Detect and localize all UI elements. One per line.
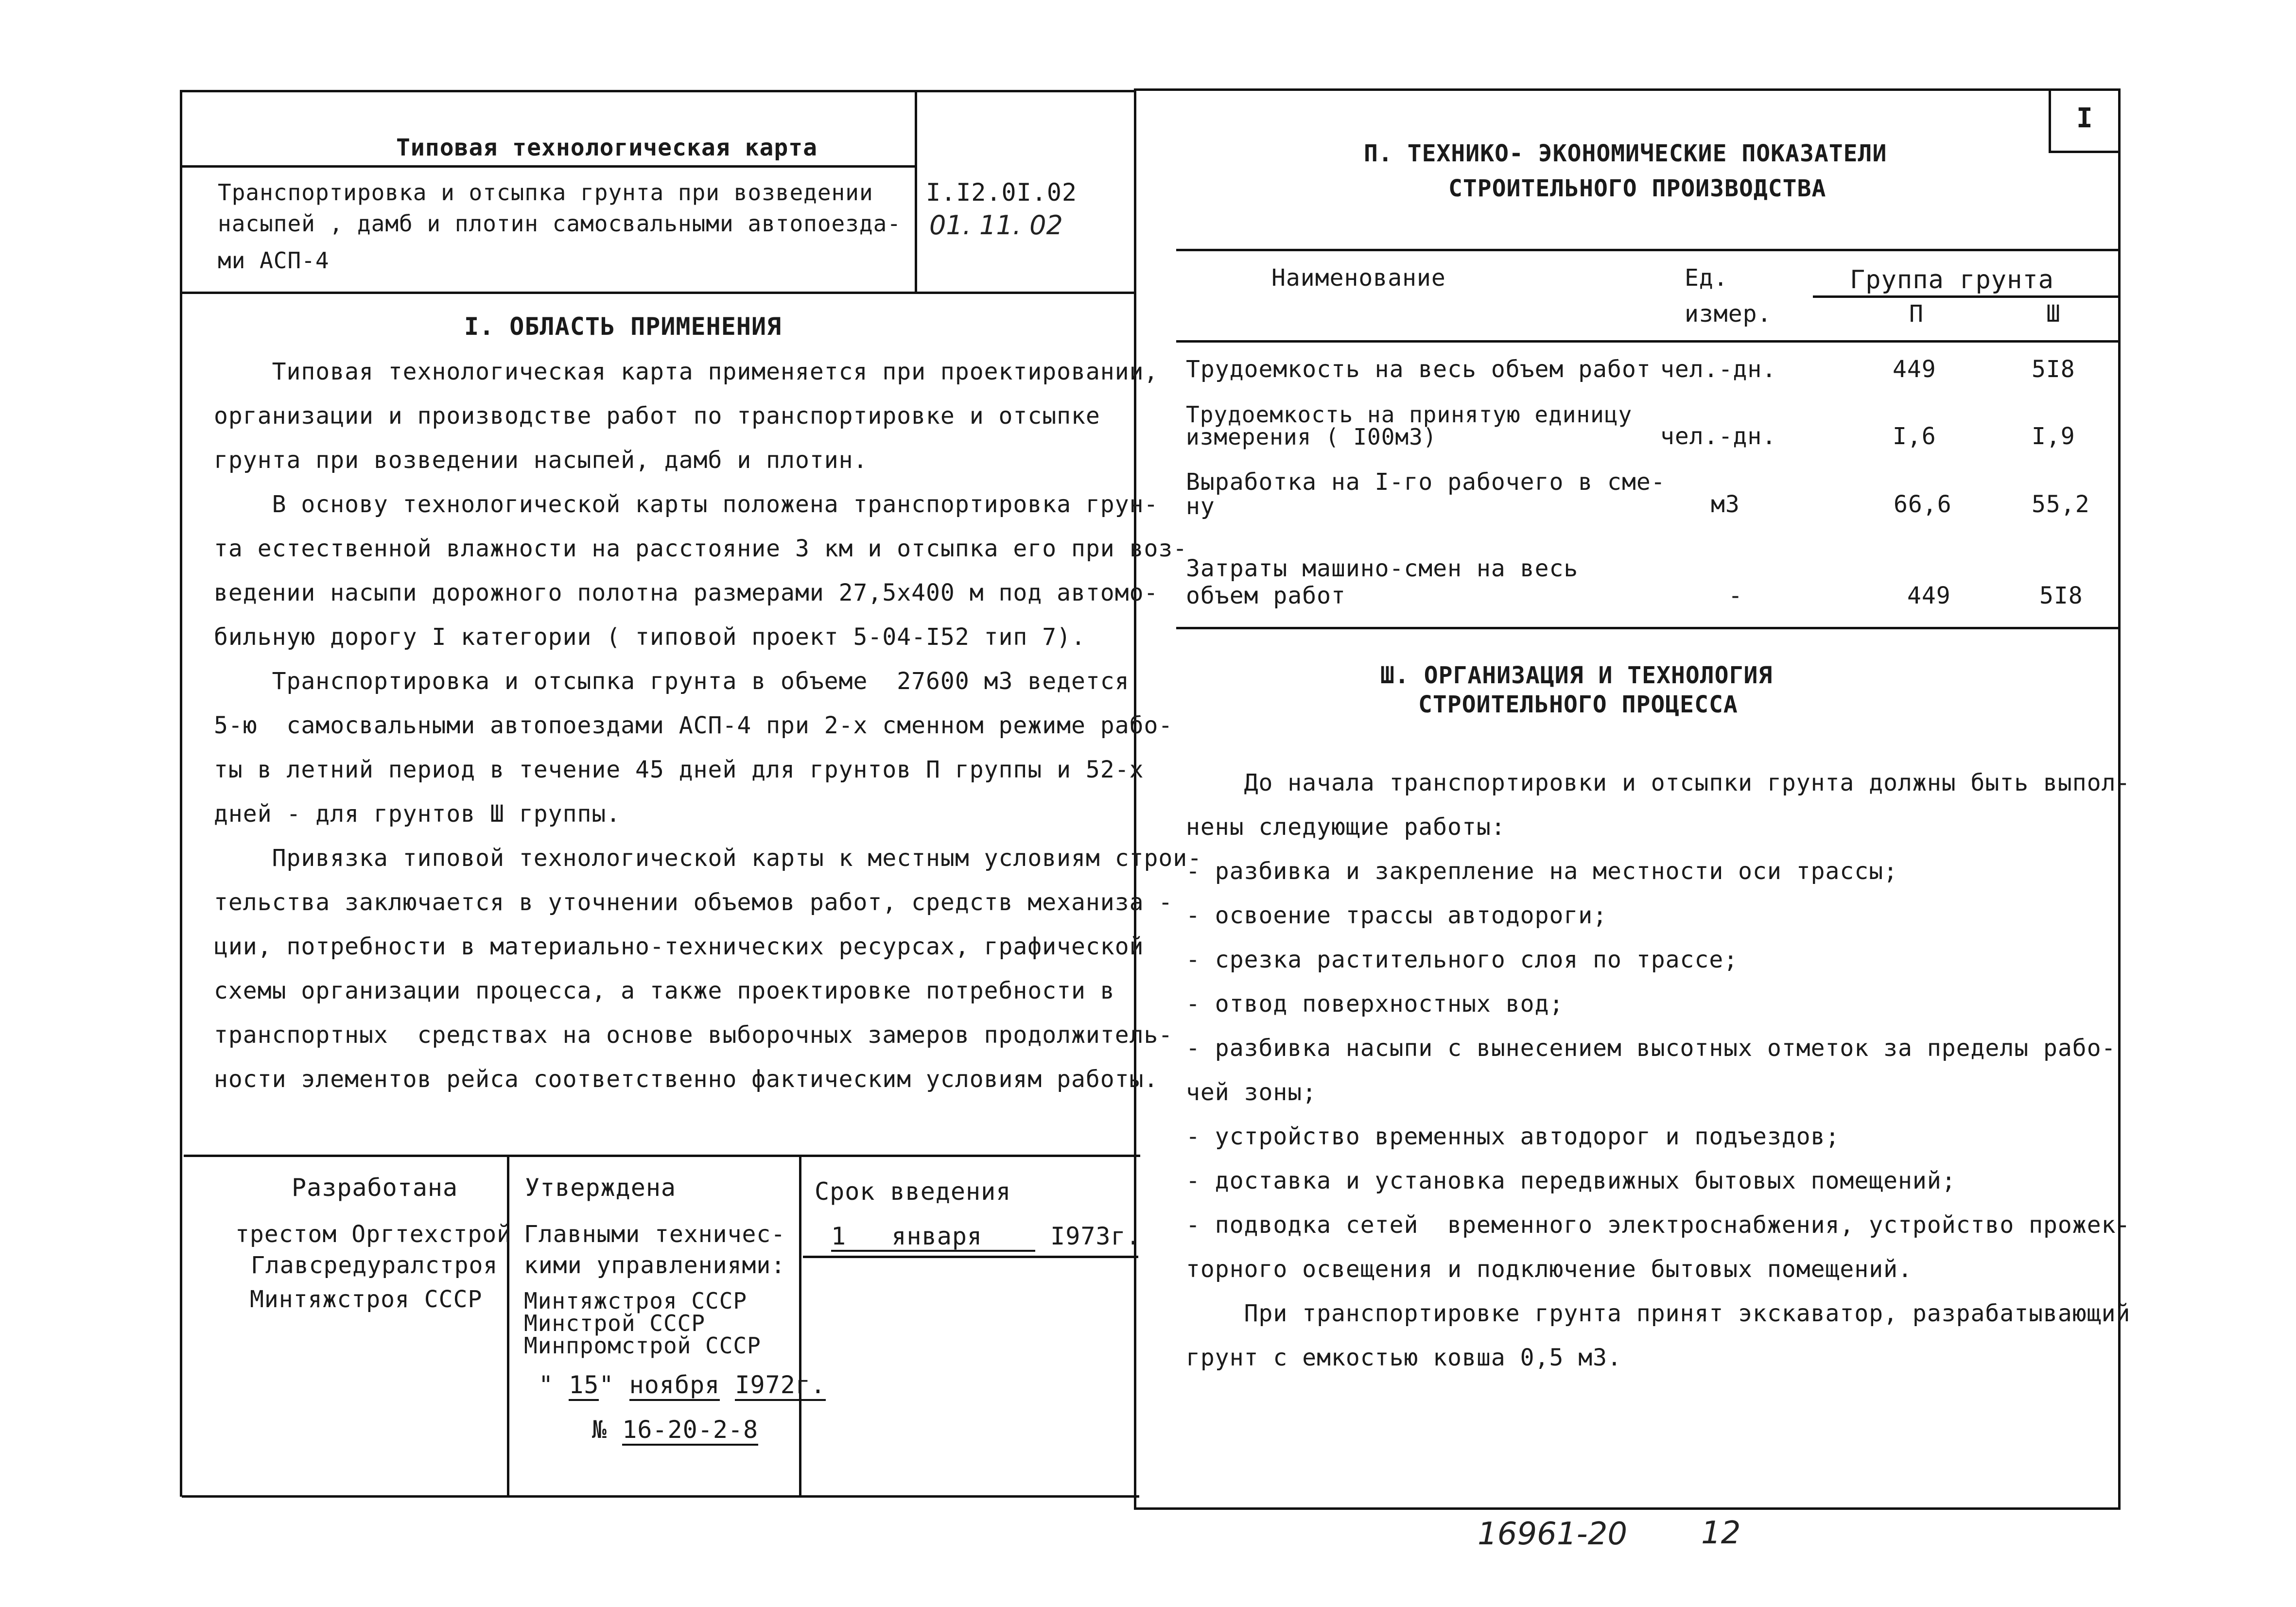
section1-line: организации и производстве работ по транспортировке и отсыпке — [214, 402, 1100, 430]
approved-number-sign: № — [592, 1416, 608, 1444]
footer-handwritten-sheet: 12 — [1701, 1515, 1741, 1551]
row-g2: 66,6 — [1894, 491, 1952, 518]
approved-date — [539, 1371, 826, 1399]
section1-line: транспортных средствах на основе выборочных замеров продолжитель- — [214, 1021, 1173, 1049]
section1-line: Типовая технологическая карта применяется при проектировании, — [214, 358, 1159, 385]
section3-line: чей зоны; — [1186, 1079, 1317, 1106]
developed-line: Главсредуралстроя — [251, 1252, 498, 1279]
row-unit: м3 — [1711, 491, 1740, 518]
section1-line: ты в летний период в течение 45 дней для грунтов П группы и 52-х — [214, 756, 1144, 783]
section1-line: В основу технологической карты положена транспортировка грун- — [214, 491, 1159, 518]
section3-line: - разбивка и закрепление на местности оси трассы; — [1186, 858, 1898, 885]
section2-heading-line2: СТРОИТЕЛЬНОГО ПРОИЗВОДСТВА — [1448, 175, 1826, 202]
developed-heading: Разработана — [292, 1174, 458, 1202]
row-name: Трудоемкость на принятую единицу — [1186, 401, 1633, 428]
row-name: измерения ( I00м3) — [1186, 424, 1437, 450]
section3-body — [1186, 761, 2130, 1380]
term-day: 1 — [831, 1222, 847, 1250]
approved-date-quote-open: " — [539, 1371, 554, 1399]
row-unit: чел.-дн. — [1660, 356, 1777, 383]
row-name: ну — [1186, 493, 1215, 520]
developed-line: Минтяжстроя СССР — [250, 1286, 483, 1313]
approved-month: ноября — [629, 1371, 720, 1401]
section1-line: Транспортировка и отсыпка грунта в объеме 27600 м3 ведется — [214, 668, 1130, 695]
approved-line: Главными техничес- — [524, 1221, 786, 1248]
section1-line: дней - для грунтов Ш группы. — [214, 800, 621, 828]
section3-line: - отвод поверхностных вод; — [1186, 990, 1564, 1018]
approved-date-quote-close: " — [599, 1371, 614, 1399]
section3-line: торного освещения и подключение бытовых помещений. — [1186, 1256, 1913, 1283]
approved-heading: Утверждена — [525, 1174, 677, 1202]
approved-line: Минтяжстроя СССР — [524, 1288, 748, 1314]
approved-day: 15 — [569, 1371, 599, 1401]
section1-body — [214, 350, 1202, 1102]
card-code-handwritten: 01. 11. 02 — [929, 210, 1063, 241]
section3-line: - устройство временных автодорог и подъездов; — [1186, 1123, 1840, 1150]
row-name: Выработка на I-го рабочего в сме- — [1186, 468, 1666, 496]
term-heading: Срок введения — [815, 1177, 1011, 1206]
section1-line: схемы организации процесса, а также проектировке потребности в — [214, 977, 1115, 1004]
row-g3: 5I8 — [2032, 356, 2075, 383]
approved-number-value: 16-20-2-8 — [622, 1416, 758, 1446]
section1-line: ности элементов рейса соответственно фактическим условиям работы. — [214, 1066, 1159, 1093]
section1-line: Привязка типовой технологической карты к местным условиям строи- — [214, 845, 1202, 872]
row-name: объем работ — [1186, 582, 1346, 609]
row-g3: I,9 — [2032, 423, 2075, 450]
card-type-title: Типовая технологическая карта — [396, 134, 818, 161]
section3-line: - срезка растительного слоя по трассе; — [1186, 946, 1739, 973]
section1-line: тельства заключается в уточнении объемов работ, средств механиза - — [214, 889, 1173, 916]
card-subject-line-3: ми АСП-4 — [218, 247, 330, 274]
section3-line: грунт с емкостью ковша 0,5 м3. — [1186, 1344, 1622, 1371]
table-header-group-3: Ш — [2046, 300, 2061, 328]
row-g2: 449 — [1893, 356, 1936, 383]
term-year: I973г. — [1050, 1222, 1141, 1250]
section3-line: - освоение трассы автодороги; — [1186, 902, 1608, 929]
approved-line: Минпромстрой СССР — [524, 1332, 761, 1359]
approved-line: Минстрой СССР — [524, 1310, 706, 1336]
section3-heading-line2: СТРОИТЕЛЬНОГО ПРОЦЕССА — [1418, 691, 1738, 718]
card-subject-line-1: Транспортировка и отсыпка грунта при возведении — [218, 179, 873, 206]
section1-heading: I. ОБЛАСТЬ ПРИМЕНЕНИЯ — [464, 312, 782, 341]
section1-line: та естественной влажности на расстояние 3 км и отсыпка его при воз- — [214, 535, 1188, 562]
row-g3: 5I8 — [2039, 582, 2083, 609]
section1-line: бильную дорогу I категории ( типовой проект 5-04-I52 тип 7). — [214, 623, 1086, 651]
section3-heading-line1: Ш. ОРГАНИЗАЦИЯ И ТЕХНОЛОГИЯ — [1380, 662, 1773, 689]
section1-line: ции, потребности в материально-технических ресурсах, графической — [214, 933, 1144, 960]
table-header-group-2: П — [1909, 300, 1924, 328]
card-code: I.I2.0I.02 — [926, 178, 1078, 207]
row-name: Затраты машино-смен на весь — [1186, 555, 1579, 582]
approved-year: I972г. — [735, 1371, 826, 1401]
row-name: Трудоемкость на весь объем работ — [1186, 356, 1651, 383]
row-g2: 449 — [1907, 582, 1951, 609]
term-month: января — [891, 1222, 983, 1250]
section3-line: - доставка и установка передвижных бытовых помещений; — [1186, 1167, 1956, 1194]
card-subject-line-2: насыпей , дамб и плотин самосвальными автопоезда- — [218, 210, 902, 237]
footer-handwritten-code: 16961-20 — [1478, 1516, 1628, 1552]
section3-line: - разбивка насыпи с вынесением высотных отметок за пределы рабо- — [1186, 1035, 2116, 1062]
section1-line: ведении насыпи дорожного полотна размерами 27,5х400 м под автомо- — [214, 579, 1159, 606]
row-g3: 55,2 — [2032, 491, 2090, 518]
row-unit: - — [1728, 582, 1743, 609]
table-header-unit-2: измер. — [1685, 300, 1772, 328]
section1-line: грунта при возведении насыпей, дамб и плотин. — [214, 447, 868, 474]
row-g2: I,6 — [1893, 423, 1936, 450]
section2-heading-line1: П. ТЕХНИКО- ЭКОНОМИЧЕСКИЕ ПОКАЗАТЕЛИ — [1364, 140, 1887, 167]
term-day-month — [831, 1223, 1035, 1252]
approved-line: кими управлениями: — [524, 1252, 786, 1279]
approved-number — [592, 1416, 758, 1443]
row-unit: чел.-дн. — [1660, 423, 1777, 450]
term-date — [831, 1223, 1141, 1252]
section3-line: При транспортировке грунта принят экскаватор, разрабатывающий — [1186, 1300, 2131, 1327]
table-header-name: Наименование — [1271, 264, 1446, 292]
section1-line: 5-ю самосвальными автопоездами АСП-4 при 2-х сменном режиме рабо- — [214, 712, 1173, 739]
page-number: I — [2076, 103, 2093, 134]
section3-line: нены следующие работы: — [1186, 813, 1506, 841]
table-header-group: Группа грунта — [1850, 265, 2054, 294]
section3-line: До начала транспортировки и отсыпки грунта должны быть выпол- — [1186, 769, 2131, 796]
section3-line: - подводка сетей временного электроснабжения, устройство прожек- — [1186, 1211, 2131, 1239]
table-header-unit-1: Ед. — [1685, 264, 1728, 292]
developed-line: трестом Оргтехстрой — [235, 1221, 512, 1248]
